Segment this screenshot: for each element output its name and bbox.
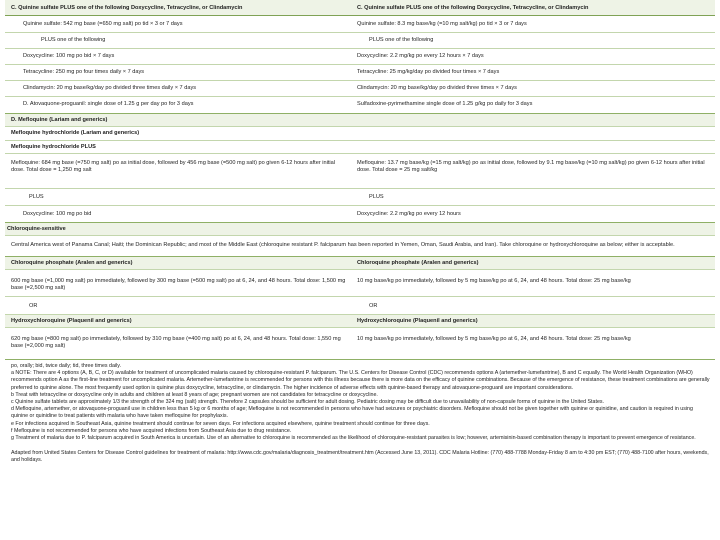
hydroxychloroquine-name-row — [5, 315, 715, 327]
mefloquine-dose-row — [5, 154, 715, 188]
or-label-pediatric: OR — [369, 303, 378, 309]
tetracycline-adult-dose: Tetracycline: 250 mg po four times daily × 7 days — [23, 69, 145, 75]
tetracycline-pediatric-dose: Tetracycline: 25 mg/kg/day po divided four times × 7 days — [357, 69, 500, 75]
footnote-d: d Mefloquine, artemether, or atovaquone-proguanil use in children less than 5 kg or 6 months of age; Mefloquine is not recommended in persons who have had seizures or psychiatric disorders. Mefloquine should not be given together with quinine or quinidine, and caution is required in using quinine or quinidine to treat patients with malaria who have taken mefloquine for prophylaxis. — [11, 406, 693, 420]
chloroquine-dose-row — [5, 270, 715, 296]
quinine-adult-dose: Quinine sulfate: 542 mg base (=650 mg salt) po tid × 3 or 7 days — [23, 21, 183, 27]
mefloquine-sub2-row — [5, 141, 715, 153]
mefloquine-adult-dose: Mefloquine: 684 mg base (=750 mg salt) po as initial dose, followed by 456 mg base (=500 mg salt) po given 6-12 hours after initial dose. Total dose = 1,250 mg salt — [11, 160, 336, 173]
mefloquine-plus-adult: PLUS — [29, 194, 44, 200]
footnote-abbrev: po, orally; bid, twice daily; tid, three times daily. — [11, 363, 122, 369]
option-c-header-pediatric: C. Quinine sulfate PLUS one of the following Doxycycline, Tetracycline, or Clindamycin — [357, 5, 589, 11]
or-label-adult: OR — [29, 303, 38, 309]
doxycycline-adult-dose: Doxycycline: 100 mg po bid × 7 days — [23, 53, 115, 59]
mefloquine-pediatric-dose: Mefloquine: 13.7 mg base/kg (=15 mg salt/kg) po as initial dose, followed by 9.1 mg base/kg (=10 mg salt/kg) po given 6-12 hours after initial dose. Total dose = 25 mg salt/kg — [357, 160, 705, 173]
option-c-header-adult: C. Quinine sulfate PLUS one of the following Doxycycline, Tetracycline, or Clindamycin — [11, 5, 243, 11]
option-c-row-1 — [5, 17, 715, 32]
mefloquine-extra-row — [5, 206, 715, 222]
hydroxychloroquine-dose-row — [5, 328, 715, 359]
quinine-pediatric-dose: Quinine sulfate: 8.3 mg base/kg (=10 mg salt/kg) po tid × 3 or 7 days — [357, 21, 527, 27]
doxycycline-pediatric-dose: Doxycycline: 2.2 mg/kg po every 12 hours × 7 days — [357, 53, 484, 59]
chloroquine-sensitive-heading-row — [5, 223, 715, 235]
footnotes — [11, 363, 711, 465]
chloroquine-adult-name: Chloroquine phosphate (Aralen and generics) — [11, 260, 133, 266]
hydroxychloroquine-pediatric-dose: 10 mg base/kg po immediately, followed by 5 mg base/kg po at 6, 24, and 48 hours. Total dose: 25 mg base/kg — [357, 336, 631, 342]
chloroquine-name-row — [5, 257, 715, 269]
plus-following-adult: PLUS one of the following — [41, 37, 106, 43]
mefloquine-extra-adult: Doxycycline: 100 mg po bid — [23, 211, 92, 217]
chloroquine-sensitive-heading: Chloroquine-sensitive — [7, 226, 66, 232]
mefloquine-sub1: Mefloquine hydrochloride (Lariam and generics) — [11, 130, 140, 136]
option-c-row-5 — [5, 81, 715, 96]
option-c-row-3 — [5, 49, 715, 64]
treatment-table-page — [5, 0, 715, 540]
source-citation: Adapted from United States Centers for Disease Control guidelines for treatment of malaria: http://www.cdc.gov/malaria/diagnosis_treatment/treatment.htm (Accessed June 13, 2011). CDC Malaria Hotline: (770) 488-7788 Monday-Friday 8 am to 4:30 pm EST; (770) 488-7100 after hours, weekends, and holidays. — [11, 450, 709, 464]
hydroxychloroquine-pediatric-name: Hydroxychloroquine (Plaquenil and generics) — [357, 318, 478, 324]
hydroxychloroquine-adult-name: Hydroxychloroquine (Plaquenil and generics) — [11, 318, 132, 324]
option-c-row-2 — [5, 33, 715, 48]
footnote-b: b Treat with tetracycline or doxycycline only in adults and children at least 8 years of age; pregnant women are not candidates for tetracycline or doxycycline. — [11, 391, 378, 398]
footnote-c: c Quinine sulfate tablets are approximately 1/3 the strength of the 324 mg (salt) strength. Therefore 2 capsules should be sufficient for adult dosing. Pediatric dosing may be difficult due to unavailability of non-capsule forms of quinine in the United States. — [11, 399, 605, 406]
hydroxychloroquine-adult-dose: 620 mg base (=800 mg salt) po immediately, followed by 310 mg base (=400 mg salt) po at 6, 24, and 48 hours. Total dose: 1,550 mg base (=2,000 mg salt) — [11, 336, 341, 349]
mefloquine-plus-row — [5, 189, 715, 205]
region-note: Central America west of Panama Canal; Haiti; the Dominican Republic; and most of the Middle East (chloroquine resistant P. falciparum has been reported in Yemen, Oman, Saudi Arabia, and Iran). Take chloroquine or hydroxychloroquine as below; either is acceptable. — [11, 242, 675, 248]
region-note-row — [5, 236, 715, 256]
chloroquine-or-row — [5, 297, 715, 314]
option-c-row-6 — [5, 97, 715, 113]
plus-following-pediatric: PLUS one of the following — [369, 37, 434, 43]
option-c-header-row — [5, 0, 715, 16]
clindamycin-adult-dose: Clindamycin: 20 mg base/kg/day po divided three times daily × 7 days — [23, 85, 197, 91]
mefloquine-heading: D. Mefloquine (Lariam and generics) — [11, 117, 108, 123]
footnote-a: a NOTE: There are 4 options (A, B, C, or D) available for treatment of uncomplicated malaria caused by chloroquine-resistant P. falciparum. The U.S. Centers for Disease Control (CDC) recommends options A (artemether-lumefantrine), B and C equally. The World Health Organization (WHO) recommends option A as the first-line treatment for uncomplicated malaria. Artemether-lumefantrine is recommended for persons with this illness because there is more data on the efficacy of quinine combinations. Because of the emergence of resistance, these treatment combinations are generally preferred to quinine alone. The most frequently used option is quinine plus doxycycline, tetracycline, or clindamycin. The higher incidence of adverse effects with quinine-based therapy and atovaquone-proguanil are important considerations. — [11, 370, 710, 391]
mefloquine-heading-row — [5, 114, 715, 126]
chloroquine-pediatric-name: Chloroquine phosphate (Aralen and generics) — [357, 260, 479, 266]
atovaquone-adult-dose: D. Atovaquone-proguanil: single dose of 1.25 g per day po for 3 days — [23, 101, 194, 107]
mefloquine-extra-pediatric: Doxycycline: 2.2 mg/kg po every 12 hours — [357, 211, 461, 217]
mefloquine-sub1-row — [5, 127, 715, 140]
chloroquine-adult-dose: 600 mg base (=1,000 mg salt) po immediately, followed by 300 mg base (=500 mg salt) po at 6, 24, and 48 hours. Total dose: 1,500 mg base (=2,500 mg salt) — [11, 278, 346, 291]
atovaquone-pediatric-dose: Sulfadoxine-pyrimethamine single dose of 1.25 g/kg po daily for 3 days — [357, 101, 533, 107]
mefloquine-sub2: Mefloquine hydrochloride PLUS — [11, 144, 96, 150]
footnote-f: f Mefloquine is not recommended for persons who have acquired infections from Southeast Asia due to drug resistance. — [11, 427, 292, 434]
chloroquine-pediatric-dose: 10 mg base/kg po immediately, followed by 5 mg base/kg po at 6, 24, and 48 hours. Total dose: 25 mg base/kg — [357, 278, 631, 284]
footnote-e: e For infections acquired in Southeast Asia, quinine treatment should continue for seven days. For infections acquired elsewhere, quinine treatment should continue for three days. — [11, 420, 430, 427]
clindamycin-pediatric-dose: Clindamycin: 20 mg base/kg/day po divided three times × 7 days — [357, 85, 517, 91]
mefloquine-plus-pediatric: PLUS — [369, 194, 384, 200]
footnote-g: g Treatment of malaria due to P. falciparum acquired in South America is uncertain. Use of an alternative to chloroquine is recommended as the likelihood of chloroquine-resistant parasites is low; however, artemisinin-based combination therapy is important to prevent emergence of resistance. — [11, 435, 696, 442]
option-c-row-4 — [5, 65, 715, 80]
